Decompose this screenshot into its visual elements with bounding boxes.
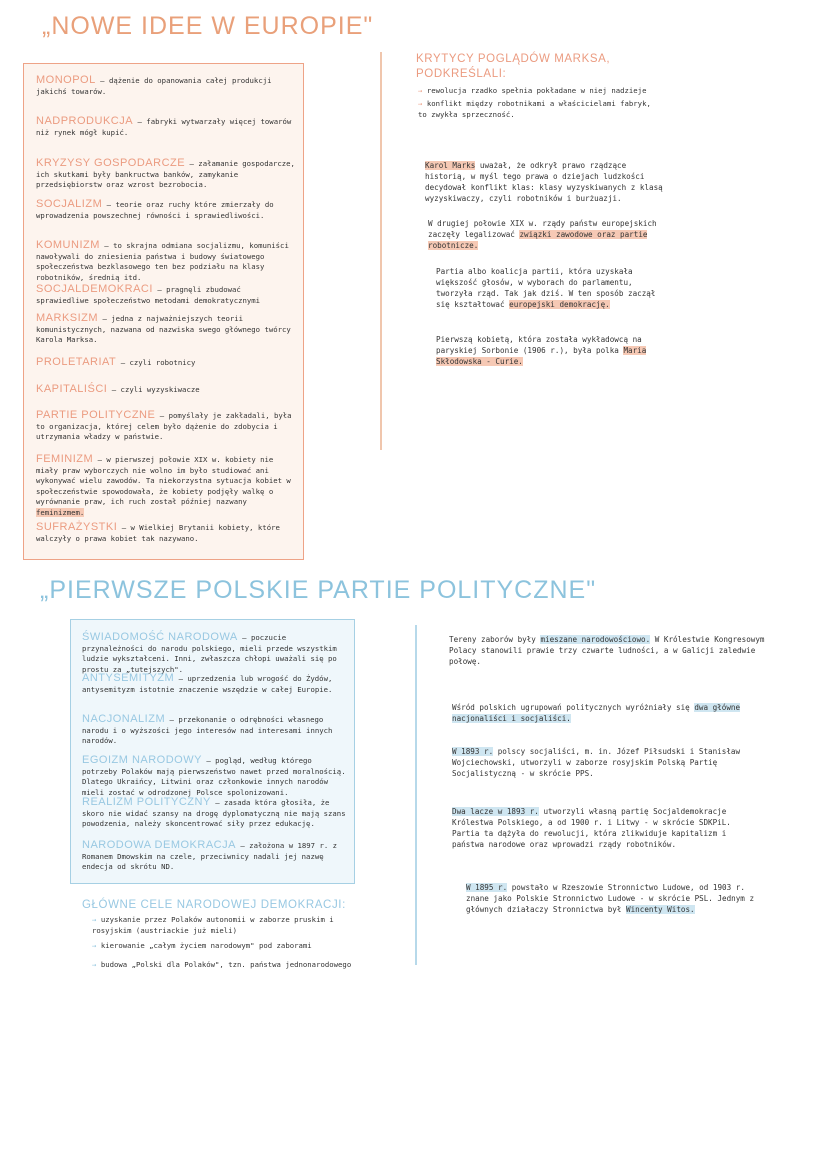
marx-critics-bullet: → konflikt między robotnikami a właścicielami fabryk, to zwykła sprzeczność. <box>418 99 651 119</box>
nd-goals-bullet: → kierowanie „całym życiem narodowym" pod zaborami <box>92 941 312 950</box>
paragraph-psl: W 1895 r. powstało w Rzeszowie Stronnictwo Ludowe, od 1903 r. znane jako Polskie Stronnictwo Ludowe - w skrócie PSL. Jednym z głównych działaczy Stronnictwa był Wincenty Witos. <box>466 883 755 914</box>
arrow-right-icon: → <box>92 960 97 969</box>
definition-nacjonalizm: NACJONALIZM – przekonanie o odrębności własnego narodu i o wyższości jego interesów nad interesami innych narodów. <box>82 713 333 745</box>
definition-egoizm-narodowy: EGOIZM NARODOWY – pogląd, według którego potrzeby Polaków mają pierwszeństwo nawet przed moralnością. Dlatego Ukraińcy, Litwini oraz członkowie innych narodów mieli zostać w odrodzonej Polsce spolonizowani. <box>82 754 346 797</box>
paragraph-zabory: Tereny zaborów były mieszane narodowościowo. W Królestwie Kongresowym Polacy stanowili prawie trzy czwarte ludności, a w Galicji zaledwie połowę. <box>449 635 765 666</box>
arrow-right-icon: → <box>418 99 423 108</box>
paragraph-pps: W 1893 r. polscy socjaliści, m. in. Józef Piłsudski i Stanisław Wojciechowski, utworzyli w zaborze rosyjskim Polską Partię Socjalistyczną - w skrócie PPS. <box>452 747 741 778</box>
definition-marksizm: MARKSIZM – jedna z najważniejszych teorii komunistycznych, nazwana od nazwiska swego głównego twórcy Karola Marksa. <box>36 312 291 344</box>
paragraph-ugrupowania: Wśród polskich ugrupowań politycznych wyróżniały się dwa główne nacjonaliści i socjaliści. <box>452 703 741 723</box>
arrow-right-icon: → <box>92 915 97 924</box>
nd-goals-heading: GŁÓWNE CELE NARODOWEJ DEMOKRACJI: <box>82 899 346 911</box>
definition-partie-polityczne: PARTIE POLITYCZNE – pomyślały je zakładali, była to organizacja, której celem było dążenie do zdobycia i utrzymania władzy w państwie. <box>36 409 292 441</box>
definition-antysemityzm: ANTYSEMITYZM – uprzedzenia lub wrogość do Żydów, antysemityzm istotnie znaczenie wszędzie w całej Europie. <box>82 672 333 694</box>
paragraph-demokracja: Partia albo koalicja partii, która uzyskała większość głosów, w wyborach do parlamentu, tworzyła rząd. Tak jak dziś. W ten sposób zaczął się kształtować europejski demokrację. <box>436 267 656 309</box>
definition-nadprodukcja: NADPRODUKCJA – fabryki wytwarzały więcej towarów niż rynek mógł kupić. <box>36 115 292 137</box>
marx-critics-heading: KRYTYCY POGLĄDÓW MARKSA, PODKREŚLALI: <box>416 53 611 80</box>
definition-komunizm: KOMUNIZM – to skrajna odmiana socjalizmu, komuniści nawoływali do zniesienia państwa i budowy światowego społeczeństwa bezklasowego ten bez podziału na klasy robotników, średnią itd. <box>36 239 289 282</box>
definition-feminizm: FEMINIZM – w pierwszej połowie XIX w. kobiety nie miały praw wyborczych nie wolno im było studiować ani wykonywać wielu zawodów. Ta niekorzystna sytuacja kobiet w społeczeństwie spowodowała, że kobiety podjęły walkę o wyrównanie praw, ich ruch został później nazwany feminizmem. <box>36 453 291 517</box>
paragraph-zwiazki: W drugiej połowie XIX w. rządy państw europejskich zaczęły legalizować związki zawodowe oraz partie robotnicze. <box>428 219 657 250</box>
section2-divider <box>415 625 417 965</box>
definition-proletariat: PROLETARIAT – czyli robotnicy <box>36 356 196 368</box>
definition-socjaldemokraci: SOCJALDEMOKRACI – pragnęli zbudować sprawiedliwe społeczeństwo metodami demokratycznymi <box>36 283 261 305</box>
definition-sufrazystki: SUFRAŻYSTKI – w Wielkiej Brytanii kobiety, które walczyły o prawa kobiet tak nazywano. <box>36 521 280 543</box>
paragraph-sdkpil: Dwa lacze w 1893 r. utworzyli własną partię Socjaldemokracje Królestwa Polskiego, a od 1900 r. i Litwy - w skrócie SDKPiL. Partia ta dążyła do rewolucji, która zlikwiduje kapitalizm i państwa narodowe oraz wprowadzi rządy robotników. <box>452 807 731 849</box>
definition-realizm-polityczny: REALIZM POLITYCZNY – zasada która głosiła, że skoro nie widać szansy na drogę dyplomatyczną nie mają szans powodzenia, należy skoncentrować siły przez edukację. <box>82 796 346 828</box>
nd-goals-bullet: → budowa „Polski dla Polaków", tzn. państwa jednonarodowego <box>92 960 352 969</box>
definition-narodowa-demokracja: NARODOWA DEMOKRACJA – założona w 1897 r. z Romanem Dmowskim na czele, przeciwnicy nadali jej nazwę endecja od skrótu ND. <box>82 839 338 871</box>
nd-goals-bullet: → uzyskanie przez Polaków autonomii w zaborze pruskim i rosyjskim (austriackie już mieli) <box>92 915 334 935</box>
section2-title: „PIERWSZE POLSKIE PARTIE POLITYCZNE" <box>40 576 597 604</box>
marx-critics-bullet: → rewolucja rzadko spełnia pokładane w niej nadzieje <box>418 86 647 95</box>
definition-socjalizm: SOCJALIZM – teorie oraz ruchy które zmierzały do wprowadzenia powszechnej równości i sprawiedliwości. <box>36 198 274 220</box>
definition-kryzysy: KRYZYSY GOSPODARCZE – załamanie gospodarcze, ich skutkami były bankructwa banków, zamykanie przedsiębiorstw oraz wzrost bezrobocia. <box>36 157 295 189</box>
arrow-right-icon: → <box>92 941 97 950</box>
paragraph-marks: Karol Marks uważał, że odkrył prawo rządzące historią, w myśl tego prawa o dziejach ludzkości decydował konflikt klas: klasy wyzyskiwanych z klasą wyzyskiwaczy, czyli robotników i burżuazji. <box>425 161 663 203</box>
definition-swiadomosc-narodowa: ŚWIADOMOŚĆ NARODOWA – poczucie przynależności do narodu polskiego, mieli przede wszystkim ludzie wykształceni. Inni, zwłaszcza chłopi uważali się po prostu za „tutejszych". <box>82 631 337 674</box>
section1-divider <box>380 52 382 450</box>
arrow-right-icon: → <box>418 86 423 95</box>
definition-monopol: MONOPOL – dążenie do opanowania całej produkcji jakichś towarów. <box>36 74 272 96</box>
section1-title: „NOWE IDEE W EUROPIE" <box>42 12 374 40</box>
definition-kapitalisci: KAPITALIŚCI – czyli wyzyskiwacze <box>36 383 200 395</box>
paragraph-sklodowska: Pierwszą kobietą, która została wykładowcą na paryskiej Sorbonie (1906 r.), była polka Maria Skłodowska - Curie. <box>436 335 647 366</box>
